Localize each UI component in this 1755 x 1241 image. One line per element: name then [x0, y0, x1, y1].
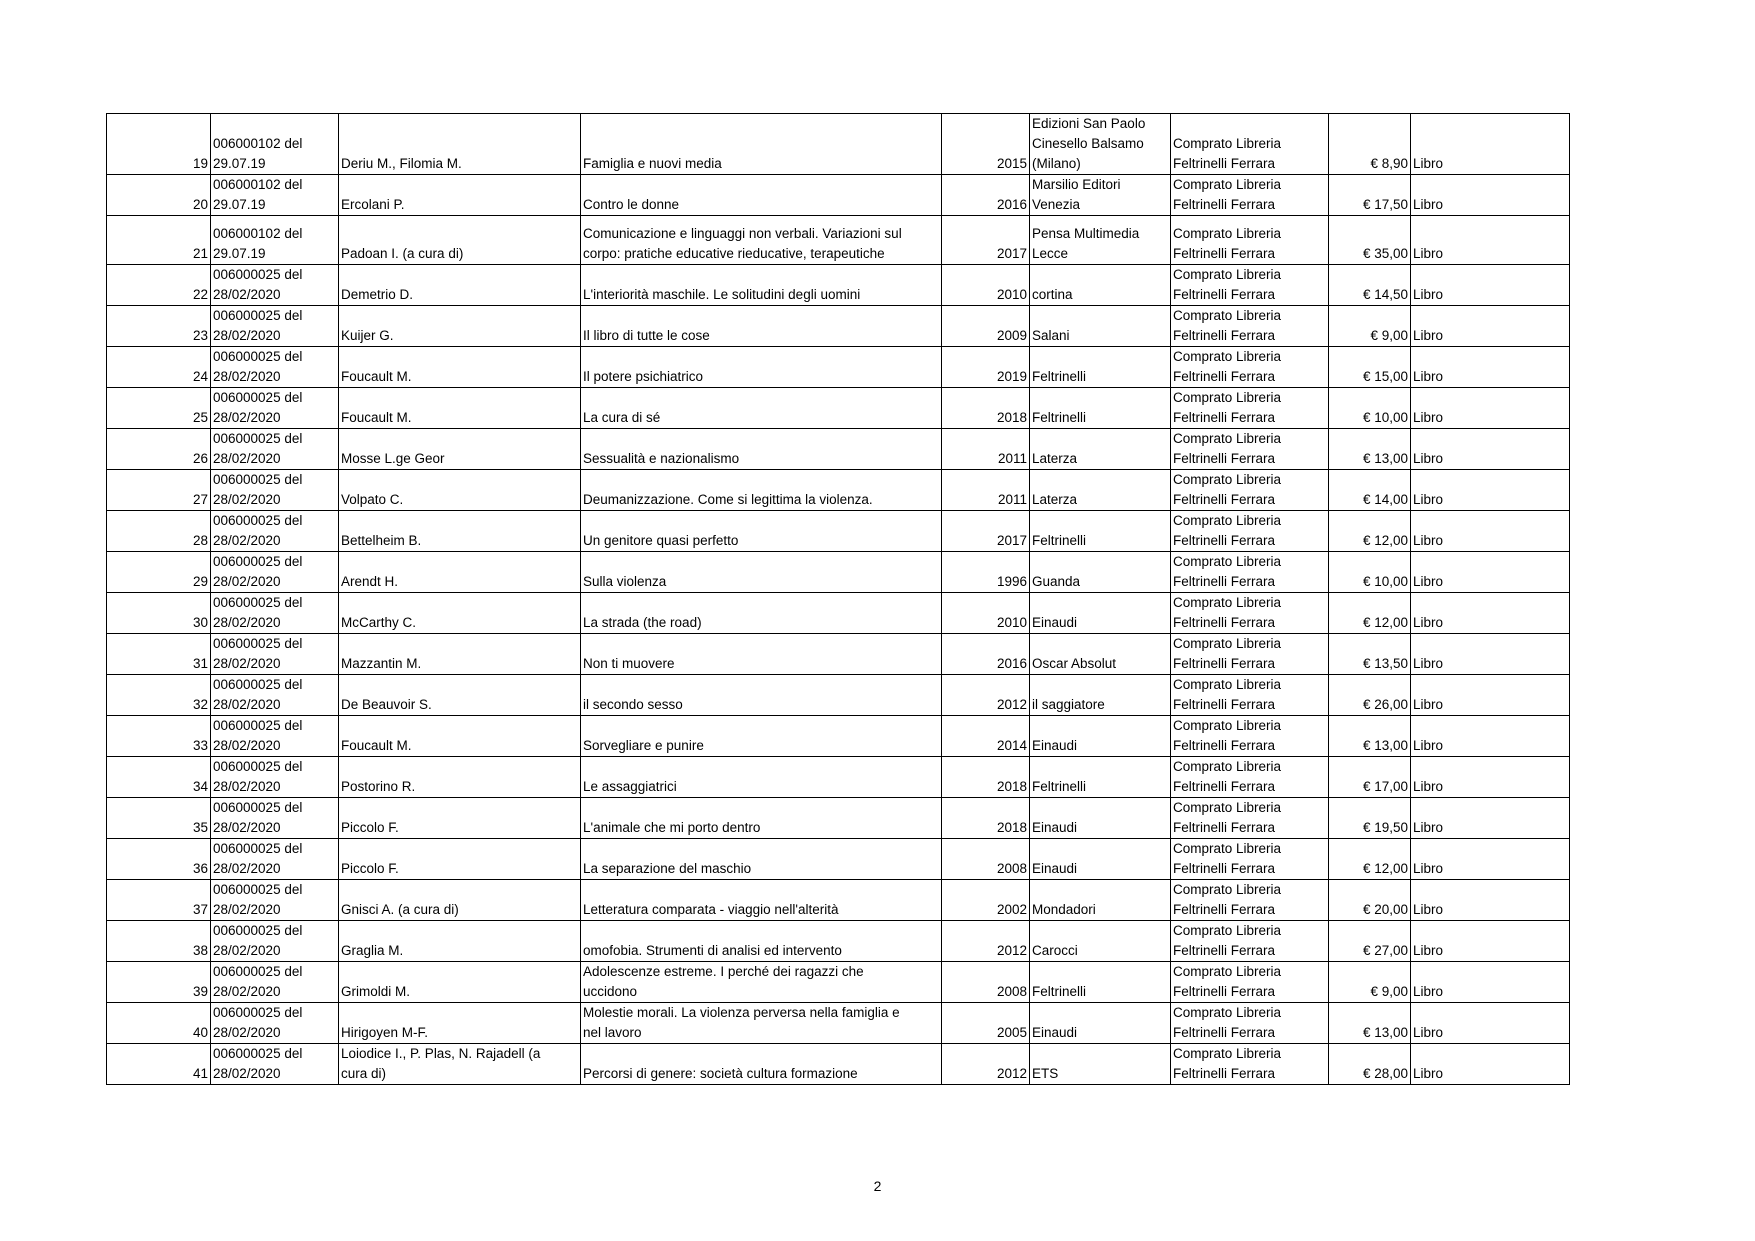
publisher-cell: Salani	[1030, 306, 1171, 347]
author-cell: Loiodice I., P. Plas, N. Rajadell (a cura di)	[339, 1044, 581, 1085]
title-cell: Le assaggiatrici	[581, 757, 942, 798]
year-cell: 2010	[942, 265, 1030, 306]
source-cell: Comprato Libreria Feltrinelli Ferrara	[1171, 839, 1329, 880]
type-cell: Libro	[1411, 265, 1570, 306]
table-row	[107, 388, 1570, 429]
publisher-cell: Carocci	[1030, 921, 1171, 962]
row-number-cell: 26	[107, 429, 211, 470]
document-cell: 006000025 del 28/02/2020	[211, 1044, 339, 1085]
year-cell: 2017	[942, 511, 1030, 552]
inventory-table	[106, 113, 1570, 1085]
price-cell: € 13,00	[1329, 429, 1411, 470]
price-cell: € 27,00	[1329, 921, 1411, 962]
type-cell: Libro	[1411, 1003, 1570, 1044]
type-cell: Libro	[1411, 552, 1570, 593]
table-row	[107, 552, 1570, 593]
source-cell: Comprato Libreria Feltrinelli Ferrara	[1171, 962, 1329, 1003]
row-number-cell: 33	[107, 716, 211, 757]
price-cell: € 9,00	[1329, 962, 1411, 1003]
table-row	[107, 757, 1570, 798]
author-cell: Piccolo F.	[339, 798, 581, 839]
price-cell: € 13,50	[1329, 634, 1411, 675]
author-cell: Mosse L.ge Geor	[339, 429, 581, 470]
year-cell: 2017	[942, 216, 1030, 265]
year-cell: 2018	[942, 798, 1030, 839]
row-number-cell: 21	[107, 216, 211, 265]
row-number-cell: 41	[107, 1044, 211, 1085]
price-cell: € 13,00	[1329, 1003, 1411, 1044]
row-number-cell: 29	[107, 552, 211, 593]
type-cell: Libro	[1411, 593, 1570, 634]
year-cell: 2010	[942, 593, 1030, 634]
year-cell: 2011	[942, 470, 1030, 511]
price-cell: € 10,00	[1329, 552, 1411, 593]
document-cell: 006000025 del 28/02/2020	[211, 552, 339, 593]
title-cell: L'animale che mi porto dentro	[581, 798, 942, 839]
source-cell: Comprato Libreria Feltrinelli Ferrara	[1171, 306, 1329, 347]
price-cell: € 35,00	[1329, 216, 1411, 265]
publisher-cell: Oscar Absolut	[1030, 634, 1171, 675]
table-row	[107, 306, 1570, 347]
publisher-cell: Mondadori	[1030, 880, 1171, 921]
publisher-cell: Feltrinelli	[1030, 962, 1171, 1003]
table-row	[107, 839, 1570, 880]
source-cell: Comprato Libreria Feltrinelli Ferrara	[1171, 675, 1329, 716]
table-row	[107, 470, 1570, 511]
price-cell: € 9,00	[1329, 306, 1411, 347]
title-cell: Il potere psichiatrico	[581, 347, 942, 388]
publisher-cell: Einaudi	[1030, 716, 1171, 757]
price-cell: € 19,50	[1329, 798, 1411, 839]
title-cell: L'interiorità maschile. Le solitudini degli uomini	[581, 265, 942, 306]
author-cell: Demetrio D.	[339, 265, 581, 306]
price-cell: € 12,00	[1329, 593, 1411, 634]
type-cell: Libro	[1411, 347, 1570, 388]
title-cell: Letteratura comparata - viaggio nell'alterità	[581, 880, 942, 921]
author-cell: De Beauvoir S.	[339, 675, 581, 716]
year-cell: 2016	[942, 175, 1030, 216]
author-cell: Grimoldi M.	[339, 962, 581, 1003]
document-cell: 006000025 del 28/02/2020	[211, 470, 339, 511]
year-cell: 2012	[942, 1044, 1030, 1085]
source-cell: Comprato Libreria Feltrinelli Ferrara	[1171, 429, 1329, 470]
document-cell: 006000025 del 28/02/2020	[211, 716, 339, 757]
price-cell: € 12,00	[1329, 511, 1411, 552]
document-cell: 006000102 del 29.07.19	[211, 175, 339, 216]
source-cell: Comprato Libreria Feltrinelli Ferrara	[1171, 216, 1329, 265]
source-cell: Comprato Libreria Feltrinelli Ferrara	[1171, 716, 1329, 757]
publisher-cell: Einaudi	[1030, 1003, 1171, 1044]
title-cell: Sessualità e nazionalismo	[581, 429, 942, 470]
source-cell: Comprato Libreria Feltrinelli Ferrara	[1171, 880, 1329, 921]
source-cell: Comprato Libreria Feltrinelli Ferrara	[1171, 388, 1329, 429]
price-cell: € 8,90	[1329, 114, 1411, 175]
publisher-cell: Feltrinelli	[1030, 757, 1171, 798]
publisher-cell: Einaudi	[1030, 593, 1171, 634]
row-number-cell: 39	[107, 962, 211, 1003]
document-cell: 006000102 del 29.07.19	[211, 216, 339, 265]
type-cell: Libro	[1411, 1044, 1570, 1085]
source-cell: Comprato Libreria Feltrinelli Ferrara	[1171, 757, 1329, 798]
publisher-cell: cortina	[1030, 265, 1171, 306]
author-cell: Hirigoyen M-F.	[339, 1003, 581, 1044]
author-cell: Mazzantin M.	[339, 634, 581, 675]
source-cell: Comprato Libreria Feltrinelli Ferrara	[1171, 470, 1329, 511]
document-cell: 006000025 del 28/02/2020	[211, 347, 339, 388]
type-cell: Libro	[1411, 757, 1570, 798]
author-cell: Ercolani P.	[339, 175, 581, 216]
table-row	[107, 1044, 1570, 1085]
author-cell: Deriu M., Filomia M.	[339, 114, 581, 175]
table-row	[107, 216, 1570, 265]
document-cell: 006000025 del 28/02/2020	[211, 675, 339, 716]
document-cell: 006000025 del 28/02/2020	[211, 388, 339, 429]
title-cell: il secondo sesso	[581, 675, 942, 716]
row-number-cell: 36	[107, 839, 211, 880]
document-cell: 006000025 del 28/02/2020	[211, 1003, 339, 1044]
row-number-cell: 25	[107, 388, 211, 429]
type-cell: Libro	[1411, 429, 1570, 470]
publisher-cell: Einaudi	[1030, 839, 1171, 880]
author-cell: Postorino R.	[339, 757, 581, 798]
row-number-cell: 28	[107, 511, 211, 552]
document-cell: 006000025 del 28/02/2020	[211, 429, 339, 470]
year-cell: 2018	[942, 757, 1030, 798]
author-cell: Piccolo F.	[339, 839, 581, 880]
year-cell: 2009	[942, 306, 1030, 347]
year-cell: 2005	[942, 1003, 1030, 1044]
year-cell: 2012	[942, 921, 1030, 962]
author-cell: Padoan I. (a cura di)	[339, 216, 581, 265]
table-row	[107, 347, 1570, 388]
year-cell: 2014	[942, 716, 1030, 757]
source-cell: Comprato Libreria Feltrinelli Ferrara	[1171, 175, 1329, 216]
source-cell: Comprato Libreria Feltrinelli Ferrara	[1171, 511, 1329, 552]
type-cell: Libro	[1411, 216, 1570, 265]
title-cell: Famiglia e nuovi media	[581, 114, 942, 175]
table-body	[107, 114, 1570, 1085]
table-row	[107, 511, 1570, 552]
document-cell: 006000102 del 29.07.19	[211, 114, 339, 175]
price-cell: € 17,00	[1329, 757, 1411, 798]
type-cell: Libro	[1411, 114, 1570, 175]
row-number-cell: 38	[107, 921, 211, 962]
title-cell: Deumanizzazione. Come si legittima la violenza.	[581, 470, 942, 511]
row-number-cell: 37	[107, 880, 211, 921]
publisher-cell: Feltrinelli	[1030, 511, 1171, 552]
row-number-cell: 23	[107, 306, 211, 347]
title-cell: Adolescenze estreme. I perché dei ragazzi che uccidono	[581, 962, 942, 1003]
title-cell: La separazione del maschio	[581, 839, 942, 880]
publisher-cell: Feltrinelli	[1030, 347, 1171, 388]
year-cell: 2008	[942, 839, 1030, 880]
source-cell: Comprato Libreria Feltrinelli Ferrara	[1171, 921, 1329, 962]
year-cell: 2011	[942, 429, 1030, 470]
type-cell: Libro	[1411, 839, 1570, 880]
publisher-cell: Feltrinelli	[1030, 388, 1171, 429]
source-cell: Comprato Libreria Feltrinelli Ferrara	[1171, 347, 1329, 388]
source-cell: Comprato Libreria Feltrinelli Ferrara	[1171, 634, 1329, 675]
title-cell: Non ti muovere	[581, 634, 942, 675]
title-cell: Molestie morali. La violenza perversa nella famiglia e nel lavoro	[581, 1003, 942, 1044]
source-cell: Comprato Libreria Feltrinelli Ferrara	[1171, 1044, 1329, 1085]
author-cell: Bettelheim B.	[339, 511, 581, 552]
document-cell: 006000025 del 28/02/2020	[211, 757, 339, 798]
table-row	[107, 1003, 1570, 1044]
publisher-cell: ETS	[1030, 1044, 1171, 1085]
type-cell: Libro	[1411, 962, 1570, 1003]
table-row	[107, 429, 1570, 470]
price-cell: € 12,00	[1329, 839, 1411, 880]
publisher-cell: il saggiatore	[1030, 675, 1171, 716]
publisher-cell: Pensa Multimedia Lecce	[1030, 216, 1171, 265]
table-row	[107, 675, 1570, 716]
document-cell: 006000025 del 28/02/2020	[211, 921, 339, 962]
author-cell: McCarthy C.	[339, 593, 581, 634]
row-number-cell: 20	[107, 175, 211, 216]
source-cell: Comprato Libreria Feltrinelli Ferrara	[1171, 552, 1329, 593]
year-cell: 2018	[942, 388, 1030, 429]
year-cell: 2015	[942, 114, 1030, 175]
row-number-cell: 31	[107, 634, 211, 675]
title-cell: Comunicazione e linguaggi non verbali. Variazioni sul corpo: pratiche educative rieducative, terapeutiche	[581, 216, 942, 265]
year-cell: 2002	[942, 880, 1030, 921]
price-cell: € 28,00	[1329, 1044, 1411, 1085]
table-row	[107, 265, 1570, 306]
type-cell: Libro	[1411, 675, 1570, 716]
type-cell: Libro	[1411, 921, 1570, 962]
price-cell: € 13,00	[1329, 716, 1411, 757]
title-cell: La strada (the road)	[581, 593, 942, 634]
publisher-cell: Einaudi	[1030, 798, 1171, 839]
title-cell: La cura di sé	[581, 388, 942, 429]
row-number-cell: 27	[107, 470, 211, 511]
source-cell: Comprato Libreria Feltrinelli Ferrara	[1171, 114, 1329, 175]
author-cell: Foucault M.	[339, 347, 581, 388]
table-row	[107, 921, 1570, 962]
author-cell: Kuijer G.	[339, 306, 581, 347]
row-number-cell: 35	[107, 798, 211, 839]
row-number-cell: 32	[107, 675, 211, 716]
type-cell: Libro	[1411, 388, 1570, 429]
author-cell: Foucault M.	[339, 716, 581, 757]
publisher-cell: Guanda	[1030, 552, 1171, 593]
table-row	[107, 962, 1570, 1003]
document-cell: 006000025 del 28/02/2020	[211, 265, 339, 306]
table-row	[107, 114, 1570, 175]
title-cell: Il libro di tutte le cose	[581, 306, 942, 347]
author-cell: Graglia M.	[339, 921, 581, 962]
type-cell: Libro	[1411, 716, 1570, 757]
type-cell: Libro	[1411, 470, 1570, 511]
publisher-cell: Laterza	[1030, 470, 1171, 511]
document-cell: 006000025 del 28/02/2020	[211, 511, 339, 552]
title-cell: Sorvegliare e punire	[581, 716, 942, 757]
type-cell: Libro	[1411, 880, 1570, 921]
table-row	[107, 634, 1570, 675]
table-row	[107, 880, 1570, 921]
price-cell: € 10,00	[1329, 388, 1411, 429]
year-cell: 2008	[942, 962, 1030, 1003]
author-cell: Arendt H.	[339, 552, 581, 593]
author-cell: Gnisci A. (a cura di)	[339, 880, 581, 921]
table-row	[107, 716, 1570, 757]
document-cell: 006000025 del 28/02/2020	[211, 634, 339, 675]
row-number-cell: 40	[107, 1003, 211, 1044]
row-number-cell: 19	[107, 114, 211, 175]
type-cell: Libro	[1411, 306, 1570, 347]
price-cell: € 26,00	[1329, 675, 1411, 716]
price-cell: € 20,00	[1329, 880, 1411, 921]
year-cell: 1996	[942, 552, 1030, 593]
page-number: 2	[873, 1178, 882, 1194]
row-number-cell: 22	[107, 265, 211, 306]
source-cell: Comprato Libreria Feltrinelli Ferrara	[1171, 593, 1329, 634]
document-cell: 006000025 del 28/02/2020	[211, 839, 339, 880]
document-cell: 006000025 del 28/02/2020	[211, 593, 339, 634]
publisher-cell: Laterza	[1030, 429, 1171, 470]
year-cell: 2016	[942, 634, 1030, 675]
type-cell: Libro	[1411, 798, 1570, 839]
year-cell: 2019	[942, 347, 1030, 388]
publisher-cell: Marsilio Editori Venezia	[1030, 175, 1171, 216]
document-cell: 006000025 del 28/02/2020	[211, 962, 339, 1003]
document-cell: 006000025 del 28/02/2020	[211, 880, 339, 921]
year-cell: 2012	[942, 675, 1030, 716]
title-cell: Sulla violenza	[581, 552, 942, 593]
table-row	[107, 175, 1570, 216]
title-cell: omofobia. Strumenti di analisi ed intervento	[581, 921, 942, 962]
type-cell: Libro	[1411, 634, 1570, 675]
row-number-cell: 24	[107, 347, 211, 388]
author-cell: Volpato C.	[339, 470, 581, 511]
publisher-cell: Edizioni San Paolo Cinesello Balsamo (Milano)	[1030, 114, 1171, 175]
title-cell: Percorsi di genere: società cultura formazione	[581, 1044, 942, 1085]
type-cell: Libro	[1411, 175, 1570, 216]
author-cell: Foucault M.	[339, 388, 581, 429]
source-cell: Comprato Libreria Feltrinelli Ferrara	[1171, 265, 1329, 306]
table-row	[107, 593, 1570, 634]
table-row	[107, 798, 1570, 839]
source-cell: Comprato Libreria Feltrinelli Ferrara	[1171, 798, 1329, 839]
title-cell: Contro le donne	[581, 175, 942, 216]
price-cell: € 15,00	[1329, 347, 1411, 388]
row-number-cell: 30	[107, 593, 211, 634]
title-cell: Un genitore quasi perfetto	[581, 511, 942, 552]
source-cell: Comprato Libreria Feltrinelli Ferrara	[1171, 1003, 1329, 1044]
document-cell: 006000025 del 28/02/2020	[211, 798, 339, 839]
document-cell: 006000025 del 28/02/2020	[211, 306, 339, 347]
price-cell: € 14,50	[1329, 265, 1411, 306]
price-cell: € 14,00	[1329, 470, 1411, 511]
row-number-cell: 34	[107, 757, 211, 798]
type-cell: Libro	[1411, 511, 1570, 552]
price-cell: € 17,50	[1329, 175, 1411, 216]
